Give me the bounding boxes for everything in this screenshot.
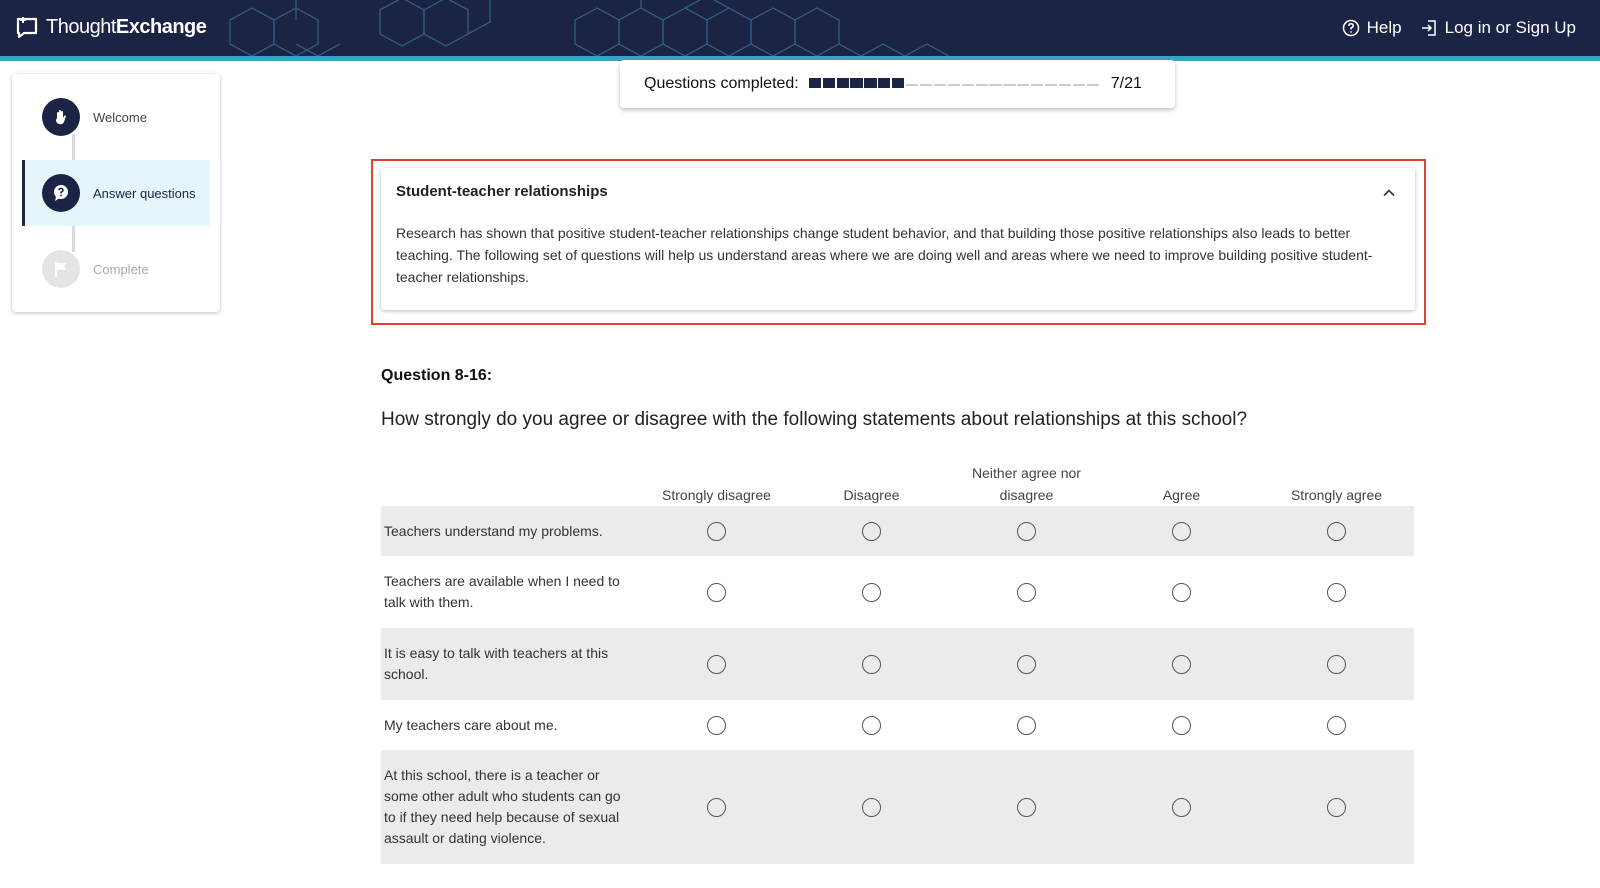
likert-row <box>381 700 1414 750</box>
step-welcome[interactable] <box>22 84 210 150</box>
progress-label: Questions completed: <box>644 75 799 92</box>
likert-radio-option[interactable] <box>862 583 881 602</box>
likert-radio-option[interactable] <box>862 716 881 735</box>
likert-radio-option[interactable] <box>707 655 726 674</box>
flag-icon <box>51 259 71 279</box>
progress-segment-remaining <box>1045 84 1057 86</box>
help-link[interactable] <box>1342 18 1402 38</box>
progress-segment-complete <box>823 78 835 88</box>
question-icon <box>51 183 71 203</box>
likert-radio-option[interactable] <box>1172 655 1191 674</box>
likert-radio-option[interactable] <box>1172 522 1191 541</box>
section-description: Research has shown that positive student-teacher relationships change student behavior, and that building those positive relationships also leads to better teaching. The following set of questions will help us understand areas where we are doing well and areas where we need to improve building positive student-teacher relationships. <box>396 225 1373 285</box>
step-welcome-label: Welcome <box>93 109 147 125</box>
brand-name: ThoughtExchange <box>46 15 207 38</box>
top-navigation-bar <box>0 0 1600 56</box>
statement-label: It is easy to talk with teachers at this school. <box>384 645 609 682</box>
progress-segment-remaining <box>962 84 974 86</box>
chevron-up-icon[interactable] <box>1381 185 1397 201</box>
likert-row <box>381 556 1414 628</box>
progress-segment-remaining <box>906 84 918 86</box>
login-icon <box>1420 19 1438 37</box>
column-header-option: Strongly agree <box>1290 487 1383 503</box>
progress-segment-remaining <box>1031 84 1043 86</box>
step-answer-questions[interactable] <box>22 160 210 226</box>
progress-segment-remaining <box>1059 84 1071 86</box>
likert-radio-option[interactable] <box>1017 798 1036 817</box>
statement-label: Teachers understand my problems. <box>384 522 603 539</box>
likert-radio-option[interactable] <box>707 583 726 602</box>
progress-segment-remaining <box>948 84 960 86</box>
likert-radio-option[interactable] <box>1327 583 1346 602</box>
help-label: Help <box>1366 18 1402 37</box>
section-title: Student-teacher relationships <box>396 183 608 200</box>
likert-row <box>381 750 1414 864</box>
progress-segment-remaining <box>1073 84 1085 86</box>
progress-segment-complete <box>809 78 821 88</box>
likert-radio-option[interactable] <box>1327 716 1346 735</box>
column-header-option: Strongly disagree <box>662 487 771 503</box>
likert-radio-option[interactable] <box>1327 655 1346 674</box>
likert-radio-option[interactable] <box>862 522 881 541</box>
logo-icon <box>14 14 40 40</box>
step-complete-label: Complete <box>93 261 149 277</box>
likert-radio-option[interactable] <box>1017 716 1036 735</box>
progress-segment-remaining <box>934 84 946 86</box>
likert-row <box>381 506 1414 556</box>
progress-segment-remaining <box>976 84 988 86</box>
likert-radio-option[interactable] <box>1172 583 1191 602</box>
progress-segment-remaining <box>989 84 1001 86</box>
progress-stepper <box>12 74 220 312</box>
progress-segment-remaining <box>1003 84 1015 86</box>
progress-segment-remaining <box>920 84 932 86</box>
questions-progress-card <box>620 60 1175 108</box>
step-answer-questions-badge <box>42 174 80 212</box>
progress-segment-remaining <box>1087 84 1099 86</box>
likert-table <box>381 456 1414 864</box>
statement-label: My teachers care about me. <box>384 716 558 733</box>
wave-hand-icon <box>51 107 71 127</box>
likert-radio-option[interactable] <box>1327 798 1346 817</box>
likert-body <box>381 506 1414 864</box>
step-answer-questions-label: Answer questions <box>93 185 196 201</box>
thoughtexchange-logo[interactable] <box>14 14 206 40</box>
login-signup-link[interactable] <box>1420 18 1576 38</box>
likert-radio-option[interactable] <box>1017 522 1036 541</box>
progress-segment-complete <box>864 78 876 88</box>
step-complete[interactable] <box>22 236 210 302</box>
likert-radio-option[interactable] <box>1017 583 1036 602</box>
column-header-option: Disagree <box>843 487 900 503</box>
progress-bar <box>809 78 1101 90</box>
column-header-option: Agree <box>1162 487 1201 503</box>
likert-radio-option[interactable] <box>707 798 726 817</box>
progress-segment-remaining <box>1017 84 1029 86</box>
step-welcome-badge <box>42 98 80 136</box>
statement-label: At this school, there is a teacher or some other adult who students can go to if they need help because of sexual assault or dating violence. <box>384 767 621 846</box>
likert-row <box>381 628 1414 700</box>
likert-radio-option[interactable] <box>1172 798 1191 817</box>
login-label: Log in or Sign Up <box>1444 18 1576 37</box>
progress-segment-complete <box>850 78 862 88</box>
likert-radio-option[interactable] <box>1327 522 1346 541</box>
progress-segment-complete <box>892 78 904 88</box>
progress-segment-complete <box>837 78 849 88</box>
column-header-option: Neither agree nor disagree <box>972 465 1081 503</box>
likert-radio-option[interactable] <box>862 655 881 674</box>
question-number: Question 8-16: <box>381 367 493 384</box>
likert-radio-option[interactable] <box>1017 655 1036 674</box>
progress-segment-complete <box>878 78 890 88</box>
help-circle-icon <box>1342 19 1360 37</box>
likert-radio-option[interactable] <box>707 716 726 735</box>
likert-radio-option[interactable] <box>862 798 881 817</box>
header-actions <box>1342 18 1576 38</box>
likert-radio-option[interactable] <box>707 522 726 541</box>
question-text: How strongly do you agree or disagree with the following statements about relationships at this school? <box>381 409 1248 430</box>
progress-count: 7/21 <box>1110 75 1142 92</box>
likert-radio-option[interactable] <box>1172 716 1191 735</box>
section-info-card <box>381 168 1415 310</box>
likert-header-row <box>381 456 1414 506</box>
step-complete-badge <box>42 250 80 288</box>
statement-label: Teachers are available when I need to talk with them. <box>384 573 620 610</box>
